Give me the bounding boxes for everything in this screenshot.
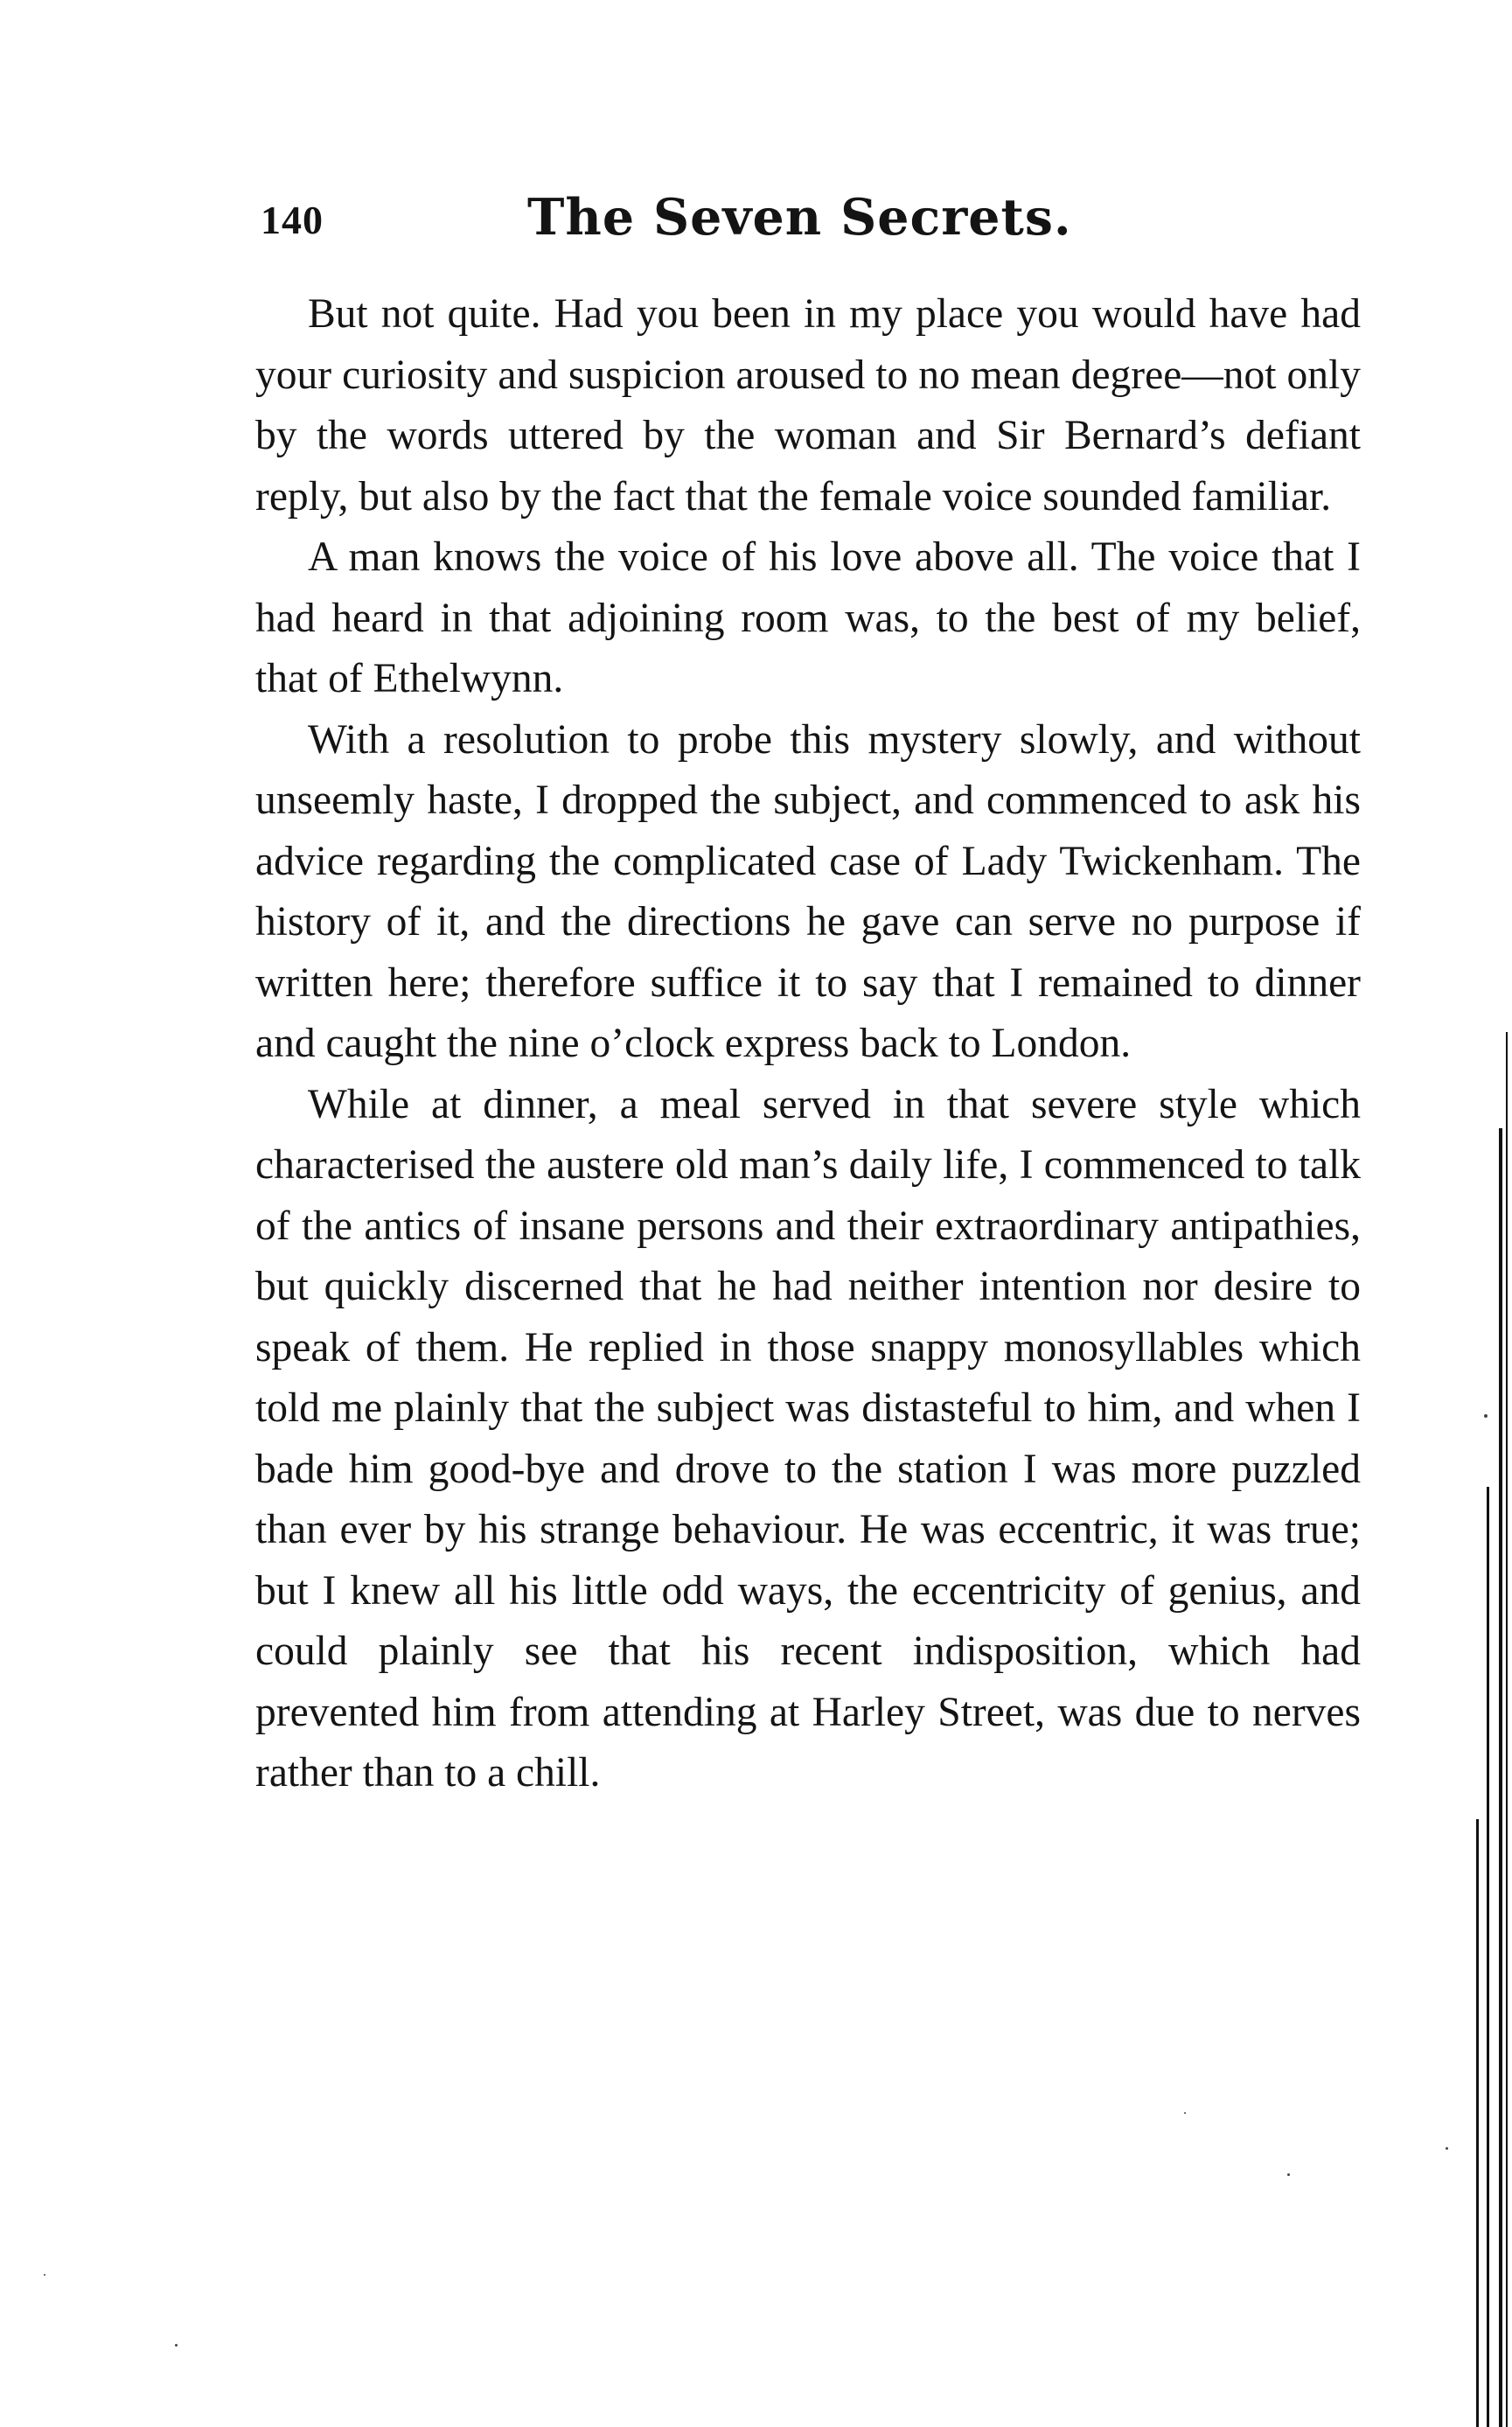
page-edge-line bbox=[1487, 1487, 1489, 2427]
page-edge-line bbox=[1499, 1128, 1502, 2427]
page-number: 140 bbox=[261, 198, 324, 242]
page-edge-line bbox=[1476, 1819, 1479, 2427]
page-edge-line bbox=[1506, 1032, 1508, 2427]
paragraph: While at dinner, a meal served in that severe style which characterised the austere old man’s daily life, I commenced to talk of the antics of insane persons and their extraordinary antipathies, but quickly discerned that he had neither intention nor desire to speak of them. He replied in those snappy monosyllables which told me plainly that the subject was distasteful to him, and when I bade him good-bye and drove to the station I was more puzzled than ever by his strange behaviour. He was eccentric, it was true; but I knew all his little odd ways, the eccentricity of genius, and could plainly see that his recent indisposition, which had prevented him from attending at Harley Street, was due to nerves rather than to a chill. bbox=[255, 1081, 1361, 1796]
body-text bbox=[255, 284, 1361, 1804]
running-title: The Seven Secrets. bbox=[527, 188, 1072, 247]
scan-speck bbox=[1287, 2173, 1290, 2176]
scan-speck bbox=[1446, 2147, 1448, 2150]
scan-speck bbox=[175, 2344, 178, 2347]
scan-speck bbox=[1484, 1414, 1488, 1418]
scan-speck bbox=[1184, 2112, 1186, 2114]
paragraph: With a resolution to probe this mystery slowly, and without unseemly haste, I dropped the subject, and commenced to ask his advice regarding the complicated case of Lady Twickenham. The history of it, and the directions he gave can serve no purpose if written here; therefore suffice it to say that I remained to dinner and caught the nine o’clock express back to London. bbox=[255, 716, 1361, 1066]
paragraph: A man knows the voice of his love above all. The voice that I had heard in that adjoining room was, to the best of my belief, that of Ethelwynn. bbox=[255, 534, 1361, 701]
scan-speck bbox=[44, 2274, 45, 2276]
paragraph: But not quite. Had you been in my place you would have had your curiosity and suspicion aroused to no mean degree—not only by the words uttered by the woman and Sir Bernard’s defiant reply, but also by the fact that the female voice sounded familiar. bbox=[255, 291, 1361, 520]
page-header bbox=[261, 188, 1362, 267]
